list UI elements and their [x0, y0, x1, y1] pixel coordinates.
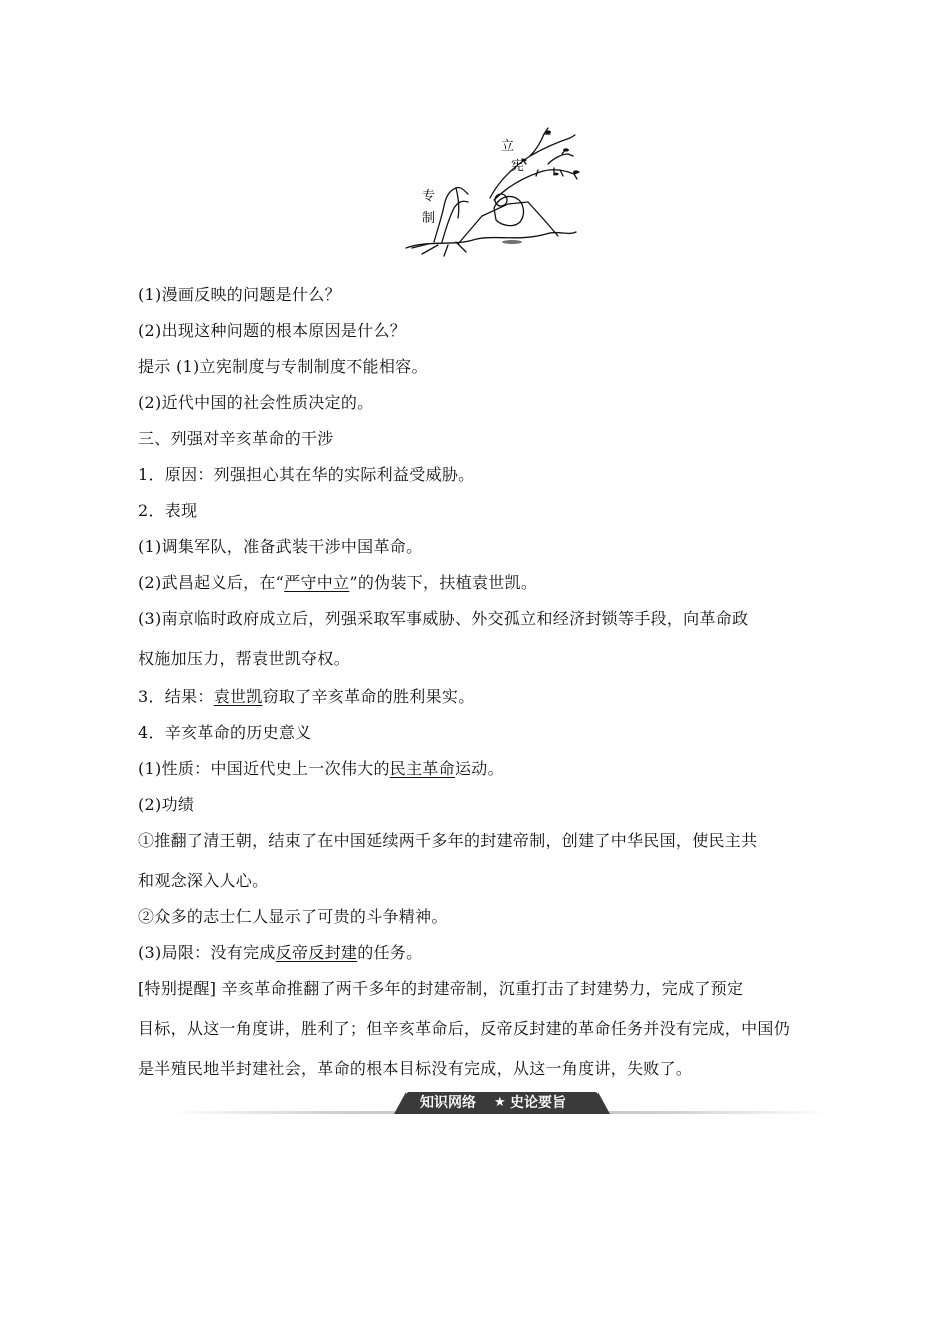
item-manifestation-2	[138, 572, 828, 594]
item-manifestation-3-line2: 权施加压力，帮袁世凯夺权。	[138, 649, 350, 668]
item-limitation	[138, 942, 828, 964]
banner-tab	[406, 1092, 598, 1114]
question-1: (1)漫画反映的问题是什么？	[138, 285, 341, 304]
political-cartoon-image	[398, 124, 583, 259]
section-heading-3: 三、列强对辛亥革命的干涉	[138, 429, 334, 448]
item-cause: 1．原因：列强担心其在华的实际利益受威胁。	[138, 465, 475, 484]
special-note-line3: 是半殖民地半封建社会，革命的根本目标没有完成，从这一角度讲，失败了。	[138, 1059, 693, 1078]
item-achievements: (2)功绩	[138, 795, 195, 814]
cartoon-label-xian: 宪	[511, 159, 525, 174]
achievement-2: ②众多的志士仁人显示了可贵的斗争精神。	[138, 907, 448, 926]
hint-2: (2)近代中国的社会性质决定的。	[138, 393, 374, 412]
text-segment: (2)武昌起义后，在“	[138, 573, 285, 592]
item-manifestation-1: (1)调集军队，准备武装干涉中国革命。	[138, 537, 423, 556]
text-segment: (3)局限：没有完成	[138, 943, 276, 962]
special-note-line2: 目标，从这一角度讲，胜利了；但辛亥革命后，反帝反封建的革命任务并没有完成，中国仍	[138, 1019, 791, 1038]
text-segment: 3．结果：	[138, 687, 214, 706]
achievement-1-line2: 和观念深入人心。	[138, 871, 269, 890]
cartoon-label-zhuan: 专	[422, 189, 436, 204]
text-segment: 运动。	[454, 759, 504, 778]
text-segment: (1)性质：中国近代史上一次伟大的	[138, 759, 390, 778]
item-manifestation-3-line1: (3)南京临时政府成立后，列强采取军事威胁、外交孤立和经济封锁等手段，向革命政	[138, 609, 749, 628]
hint-1: 提示 (1)立宪制度与专制制度不能相容。	[138, 357, 428, 376]
achievement-1-line1: ①推翻了清王朝，结束了在中国延续两千多年的封建帝制，创建了中华民国，使民主共	[138, 831, 758, 850]
banner-title-left: 知识网络	[420, 1095, 476, 1111]
underlined-term: 袁世凯	[213, 687, 263, 706]
banner-title-right: 史论要旨	[510, 1095, 566, 1111]
text-segment: 窃取了辛亥革命的胜利果实。	[262, 687, 475, 706]
cartoon-label-li: 立	[501, 139, 515, 154]
underlined-term: 反帝反封建	[275, 943, 358, 962]
star-icon: ★	[494, 1095, 506, 1110]
item-manifestation: 2．表现	[138, 501, 198, 520]
item-significance: 4．辛亥革命的历史意义	[138, 723, 312, 742]
underlined-term: 严守中立	[284, 573, 350, 592]
text-segment: ”的伪装下，扶植袁世凯。	[349, 573, 538, 592]
question-2: (2)出现这种问题的根本原因是什么？	[138, 321, 407, 340]
item-nature	[138, 758, 828, 780]
special-note-line1: [特别提醒] 辛亥革命推翻了两千多年的封建帝制，沉重打击了封建势力，完成了预定	[138, 979, 744, 998]
cartoon-label-zhi: 制	[422, 211, 436, 226]
underlined-term: 民主革命	[389, 759, 455, 778]
item-result	[138, 686, 828, 708]
section-banner	[170, 1092, 830, 1118]
text-segment: 的任务。	[357, 943, 423, 962]
